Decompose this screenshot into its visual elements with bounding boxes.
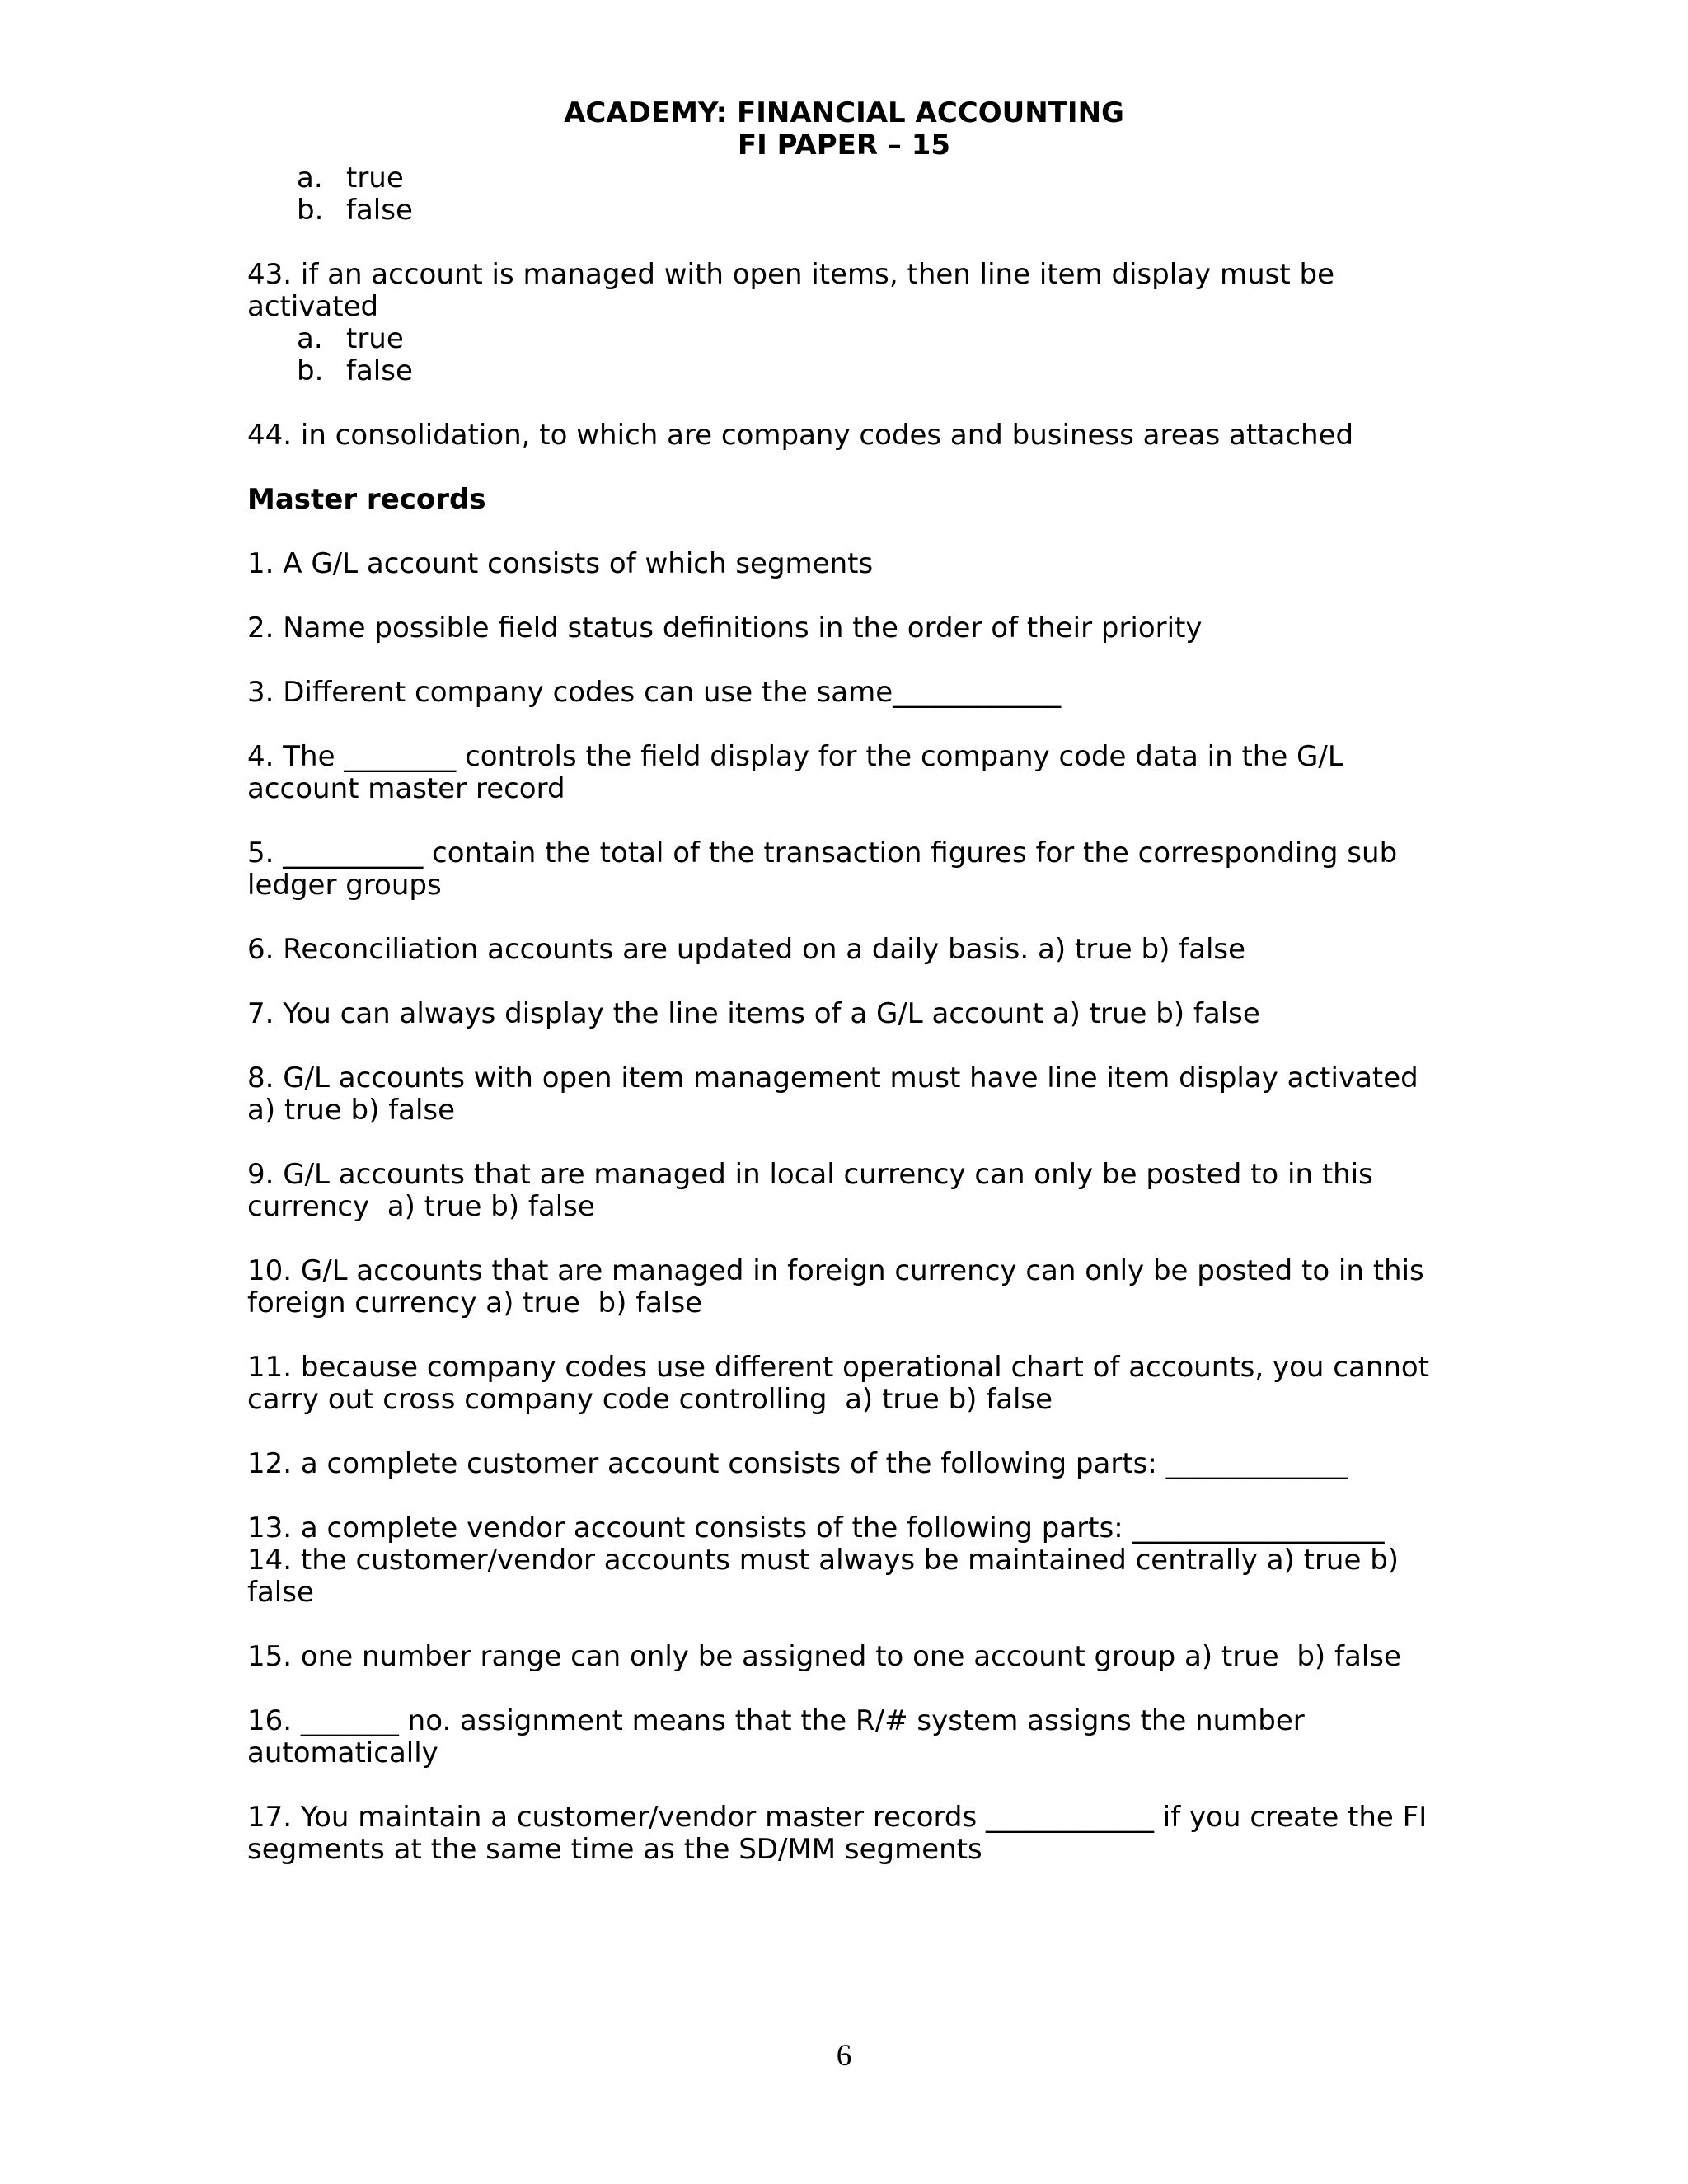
page-number: 6	[836, 2039, 852, 2073]
header-subtitle: FI PAPER – 15	[737, 129, 951, 162]
master-question-3: 3. Different company codes can use the same____________	[247, 676, 1062, 709]
master-question-1: 1. A G/L account consists of which segments	[247, 547, 874, 580]
option-b: b. false	[297, 194, 413, 227]
master-question-13: 13. a complete vendor account consists of the following parts: __________________	[247, 1511, 1385, 1544]
master-question-17: 17. You maintain a customer/vendor master records ____________ if you create the FI segments at the same time as the SD/MM segments	[247, 1801, 1428, 1866]
question-43-text: 43. if an account is managed with open items, then line item display must be activated	[247, 258, 1334, 323]
master-question-16: 16. _______ no. assignment means that the R/# system assigns the number automatically	[247, 1704, 1305, 1769]
option-a: a. true	[297, 162, 404, 194]
master-question-6: 6. Reconciliation accounts are updated on a daily basis. a) true b) false	[247, 933, 1246, 966]
master-question-12: 12. a complete customer account consists of the following parts: _____________	[247, 1447, 1348, 1480]
header-title: ACADEMY: FINANCIAL ACCOUNTING	[564, 96, 1124, 129]
master-question-14: 14. the customer/vendor accounts must always be maintained centrally a) true b) false	[247, 1544, 1400, 1609]
master-question-7: 7. You can always display the line items of a G/L account a) true b) false	[247, 997, 1260, 1030]
document-body	[247, 97, 1451, 1866]
option-a: a. true	[297, 322, 404, 355]
master-question-4: 4. The ________ controls the field display for the company code data in the G/L account master record	[247, 740, 1343, 805]
section-title: Master records	[247, 483, 486, 516]
master-question-8: 8. G/L accounts with open item management must have line item display activated a) true b) false	[247, 1062, 1418, 1127]
question-44: 44. in consolidation, to which are company codes and business areas attached	[247, 419, 1354, 452]
master-question-5: 5. __________ contain the total of the transaction figures for the corresponding sub ledger groups	[247, 837, 1398, 902]
prev-question-options	[247, 162, 1451, 227]
master-question-11: 11. because company codes use different operational chart of accounts, you cannot carry out cross company code controlling a) true b) false	[247, 1351, 1430, 1416]
question-43	[247, 259, 1451, 387]
master-question-10: 10. G/L accounts that are managed in foreign currency can only be posted to in this foreign currency a) true b) false	[247, 1254, 1424, 1319]
option-b: b. false	[297, 354, 413, 387]
master-question-9: 9. G/L accounts that are managed in local currency can only be posted to in this currency a) true b) false	[247, 1158, 1373, 1223]
master-question-2: 2. Name possible field status definitions in the order of their priority	[247, 612, 1203, 644]
master-question-15: 15. one number range can only be assigned to one account group a) true b) false	[247, 1640, 1401, 1673]
